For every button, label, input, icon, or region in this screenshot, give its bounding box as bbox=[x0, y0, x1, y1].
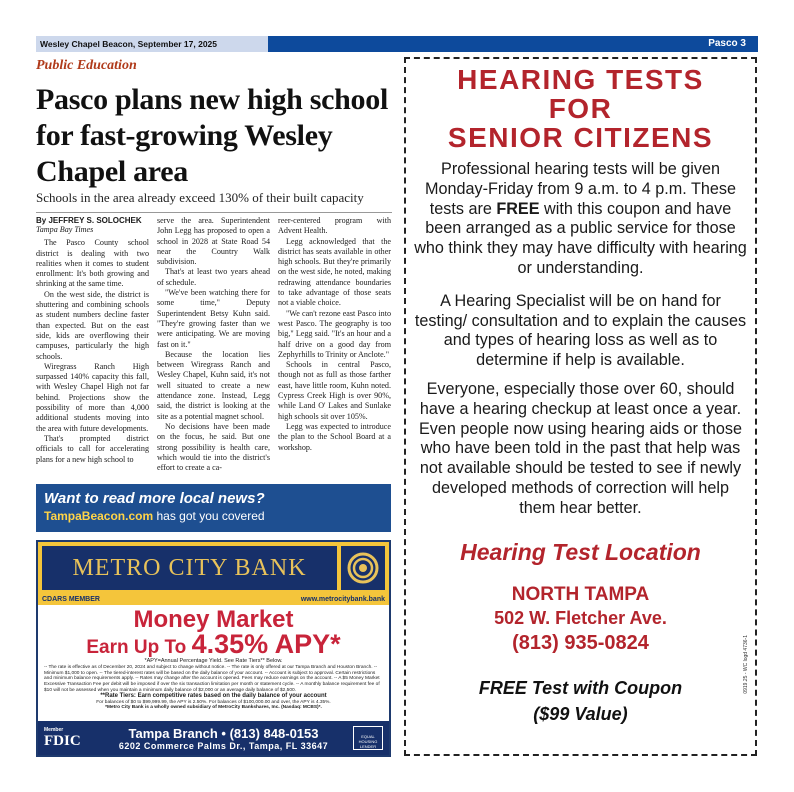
coupon-paragraph-3: Everyone, especially those over 60, should have a hearing checkup at least once a year. Even people now using hearing aids or those who have been told in the past that help was not available should be tested to see if newly developed methods of correction will help them hear better. bbox=[418, 379, 743, 517]
bank-program: CDARS MEMBER bbox=[42, 596, 100, 603]
header-date: Wesley Chapel Beacon, September 17, 2025 bbox=[36, 36, 268, 52]
coupon-text: with this coupon and have been arranged as a public service for those who think they may have difficulty with hearing or understanding. bbox=[414, 199, 747, 277]
test-value: ($99 Value) bbox=[533, 703, 628, 724]
coupon-paragraph-2: A Hearing Specialist will be on hand for testing/ consultation and to explain the causes and types of hearing loss as well as to determine if help is available. bbox=[414, 291, 747, 370]
fdic-logo bbox=[44, 727, 94, 750]
location-city: NORTH TAMPA bbox=[511, 583, 650, 605]
bank-fine-print: -- The rate is effective as of December 20, 2024 and subject to change without notice. -- The rate is only offered at our Tampa Branch and Houston Branch. -- Minimum $1,000 to open. -- The tiered-interest rates will be based on the daily balance of your account. -- Account is subject to approval. Certain restrictions and minimum balance requirements apply. -- Rates may change after the account is opened. Fees may reduce earnings on the account. -- A $5 Money Market Excessive Transaction Fee per debit will be imposed if over the six transaction limitation per month or statement cycle. -- A monthly balance requirement fee of $10 will not be assessed when you maintain a minimum daily balance of $2,000 or an average daily balance of $2,500. bbox=[44, 664, 380, 693]
promo-headline: Want to read more local news? bbox=[44, 490, 265, 507]
bank-rate-value: 4.35% APY* bbox=[191, 629, 341, 659]
article-deck: Schools in the area already exceed 130% of their built capacity bbox=[36, 190, 364, 205]
bank-tiers: For balances of $0 to $99,999.99, the APY is 2.50%. For balances of $100,000.00 and over, the APY is 4.35%. bbox=[96, 699, 331, 705]
bank-spiral-icon bbox=[341, 546, 385, 590]
article-headline: Pasco plans new high school for fast-growing Wesley Chapel area bbox=[36, 83, 388, 188]
branch-phone: Tampa Branch • (813) 848-0153 bbox=[128, 725, 319, 741]
promo-site-link[interactable]: TampaBeacon.com bbox=[44, 509, 154, 523]
coupon-text: Professional hearing tests will be given Monday-Friday from 9 a.m. to 4 p.m. These tests are bbox=[425, 160, 736, 218]
paragraph: That's at least two years ahead of schedule. bbox=[157, 267, 270, 287]
paragraph: Because the location lies between Wiregrass Ranch and Wesley Chapel, Kuhn said, it's not well situated to create a new attendance zone. Instead, Legg said, the district is looking at the site as a potential magnet school. bbox=[157, 349, 270, 421]
bank-apy-note: *APY=Annual Percentage Yield. See Rate Tiers** Below. bbox=[144, 658, 283, 664]
promo-subline bbox=[44, 509, 383, 523]
paragraph: Legg acknowledged that the district has seats available in other high schools. But they're primarily on the west side, he noted, making redrawing attendance boundaries to take advantage of those seats not a viable choice. bbox=[278, 236, 391, 308]
bank-url[interactable]: www.metrocitybank.bank bbox=[300, 596, 385, 603]
bank-info-bar bbox=[38, 594, 389, 605]
bank-ad bbox=[36, 540, 391, 757]
page-number: Pasco 3 bbox=[268, 36, 758, 52]
paragraph: "We've been watching there for some time," Deputy Superintendent Betsy Kuhn said. "They're growing faster than we were anticipating. We are moving fast on it." bbox=[157, 288, 270, 349]
location-phone: (813) 935-0824 bbox=[512, 631, 649, 654]
bank-name: METRO CITY BANK bbox=[42, 546, 337, 590]
coupon-title bbox=[406, 65, 755, 152]
promo-banner[interactable] bbox=[36, 484, 391, 532]
paragraph: Schools in central Pasco, though not as full as those farther east, have little room, Kuhn noted. Cypress Creek High is over 90%, while Land O' Lakes and Sunlake high schools sit over 105%. bbox=[278, 360, 391, 421]
byline-org: Tampa Bay Times bbox=[36, 225, 94, 234]
location-address: 502 W. Fletcher Ave. bbox=[494, 607, 667, 628]
promo-subline-text: has got you covered bbox=[153, 509, 265, 523]
bank-branch-bar bbox=[38, 721, 389, 755]
coupon-title-line: SENIOR CITIZENS bbox=[447, 122, 714, 153]
hearing-coupon bbox=[404, 57, 757, 756]
coupon-paragraph-1 bbox=[406, 160, 755, 279]
paragraph: That's prompted district officials to call for accelerating plans for a new high school to bbox=[36, 433, 149, 464]
branch-info bbox=[94, 726, 353, 751]
article-body bbox=[36, 216, 392, 474]
fdic-text: FDIC bbox=[44, 732, 81, 749]
paragraph: Wiregrass Ranch High surpassed 140% capacity this fall, with Wesley Chapel High not far behind. Projections show the possibility of more than 4,000 additional students moving into the area with future developments. bbox=[36, 361, 149, 433]
paragraph: No decisions have been made on the focus, he said. But one strong possibility is health care, which would tie into the district's effort to create a ca- bbox=[157, 421, 270, 473]
location-title: Hearing Test Location bbox=[460, 538, 701, 565]
equal-housing-icon: EQUAL HOUSING LENDER bbox=[353, 726, 383, 750]
paragraph: serve the area. Superintendent John Legg has proposed to open a school in 2028 at State Road 54 near the Country Walk subdivision. bbox=[157, 216, 270, 267]
ad-code: 0919.25 - WC logd 4736-1 bbox=[743, 635, 749, 694]
coupon-title-line: HEARING TESTS bbox=[457, 64, 704, 95]
article-column-2 bbox=[157, 216, 270, 474]
byline: By JEFFREY S. SOLOCHEK bbox=[36, 216, 142, 225]
article-column-3 bbox=[278, 216, 391, 474]
bank-product: Money Market bbox=[133, 606, 294, 633]
free-test-line: FREE Test with Coupon bbox=[478, 677, 683, 698]
section-kicker: Public Education bbox=[36, 58, 137, 73]
bank-logo-bar bbox=[38, 542, 389, 594]
bank-tiers-title: **Rate Tiers: Earn competitive rates based on the daily balance of your account bbox=[100, 692, 327, 699]
fdic-member: Member bbox=[44, 726, 64, 733]
coupon-free-emphasis: FREE bbox=[496, 199, 540, 218]
bank-rate bbox=[38, 629, 389, 659]
divider bbox=[36, 212, 392, 213]
paragraph: Legg was expected to introduce the plan to the School Board at a workshop. bbox=[278, 421, 391, 452]
coupon-title-line: FOR bbox=[548, 93, 613, 124]
bank-earn-text: Earn Up To bbox=[86, 637, 192, 658]
article-column-1 bbox=[36, 216, 149, 474]
paragraph: The Pasco County school district is dealing with two realities when it comes to student enrollment: It's both growing and shrinking at the same time. bbox=[36, 238, 149, 289]
paragraph: "We can't rezone east Pasco into west Pasco. The geography is too big," Legg said. "It's an hour and a half drive on a good day from Zephyrhills to Trinity or Anclote." bbox=[278, 308, 391, 359]
paragraph: On the west side, the district is shuttering and combining schools as student numbers decline faster than expected. But on the east side, kids are overflowing their campuses, particularly the high schools. bbox=[36, 289, 149, 361]
bank-subsidiary: *Metro City Bank is a wholly owned subsidiary of MetroCity Bankshares, Inc. (Nasdaq: MCBS)*. bbox=[105, 705, 322, 711]
paragraph: reer-centered program with Advent Health. bbox=[278, 216, 391, 236]
branch-address: 6202 Commerce Palms Dr., Tampa, FL 33647 bbox=[118, 740, 329, 751]
